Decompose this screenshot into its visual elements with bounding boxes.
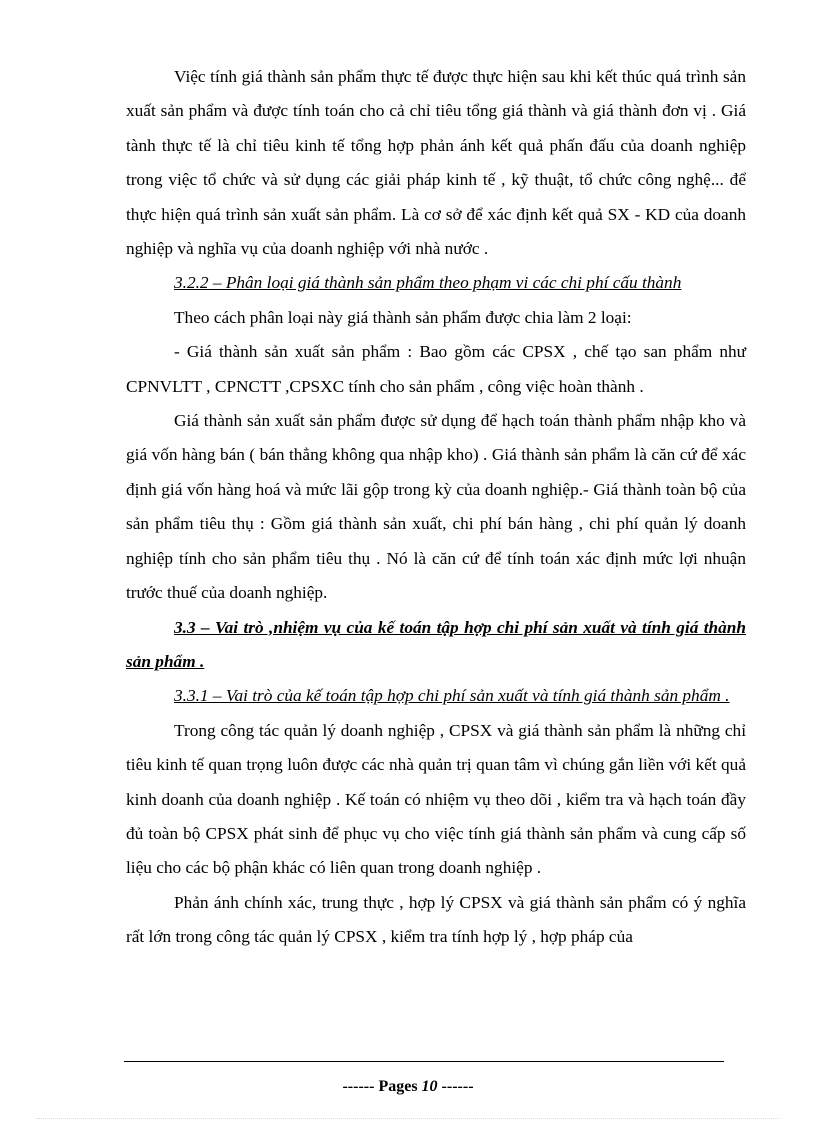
footer-suffix: ------	[437, 1078, 474, 1095]
paragraph-production-cost: - Giá thành sản xuất sản phẩm : Bao gồm các CPSX , chế tạo san phẩm như CPNVLTT , CPNCTT ,CPSXC tính cho sản phẩm , công việc hoàn thành .	[126, 342, 746, 396]
paragraph-actual-cost: Việc tính giá thành sản phẩm thực tế được thực hiện sau khi kết thúc quá trình sản xuất sản phẩm và được tính toán cho cả chỉ tiêu tổng giá thành và giá thành đơn vị . Giá tành thực tế là chỉ tiêu kinh tế tổng hợp phản ánh kết quả phấn đấu của doanh nghiệp trong việc tổ chức và sử dụng các giải pháp kinh tế , kỹ thuật, tổ chức công nghệ... để thực hiện quá trình sản xuất sản phẩm. Là cơ sở để xác định kết quả SX - KD của doanh nghiệp và nghĩa vụ của doanh nghiệp với nhà nước .	[126, 67, 746, 259]
bottom-dotted-line	[36, 1118, 780, 1119]
paragraph-accurate-reporting: Phản ánh chính xác, trung thực , hợp lý CPSX và giá thành sản phẩm có ý nghĩa rất lớn trong công tác quản lý CPSX , kiểm tra tính hợp lý , hợp pháp của	[126, 892, 746, 947]
paragraph-production-cost-usage: Giá thành sản xuất sản phẩm được sử dụng để hạch toán thành phẩm nhập kho và giá vốn hàng bán ( bán thẳng không qua nhập kho) . Giá thành sản phẩm là căn cứ để xác định giá vốn hàng hoá và mức lãi gộp trong kỳ của doanh nghiệp.- Giá thành toàn bộ của sản phẩm tiêu thụ : Gồm giá thành sản xuất, chi phí bán hàng , chi phí quản lý doanh nghiệp tính cho sản phẩm tiêu thụ . Nó là căn cứ để tính toán xác định mức lợi nhuận trước thuế của doanh nghiệp.	[126, 411, 746, 603]
page-footer	[0, 1078, 816, 1096]
subheading-3-3-1: 3.3.1 – Vai trò của kế toán tập hợp chi phí sản xuất và tính giá thành sản phẩm .	[174, 686, 730, 706]
footer-prefix: ------ Pages	[342, 1078, 422, 1095]
page-number: 10	[421, 1078, 438, 1095]
paragraph-classification-intro: Theo cách phân loại này giá thành sản phẩm được chia làm 2 loại:	[174, 307, 632, 327]
heading-3-3: 3.3 – Vai trò ,nhiệm vụ của kế toán tập hợp chi phí sản xuất và tính giá thành sản phẩm .	[126, 617, 746, 671]
footer-rule	[124, 1061, 724, 1062]
paragraph-management-role: Trong công tác quản lý doanh nghiệp , CPSX và giá thành sản phẩm là những chỉ tiêu kinh tế quan trọng luôn được các nhà quản trị quan tâm vì chúng gắn liền với kết quả kinh doanh của doanh nghiệp . Kế toán có nhiệm vụ theo dõi , kiểm tra và hạch toán đầy đủ toàn bộ CPSX phát sinh để phục vụ cho việc tính giá thành sản phẩm và cung cấp số liệu cho các bộ phận khác có liên quan trong doanh nghiệp .	[126, 720, 746, 878]
subheading-3-2-2: 3.2.2 – Phân loại giá thành sản phẩm theo phạm vi các chi phí cấu thành	[174, 273, 682, 293]
body-text	[126, 60, 746, 955]
